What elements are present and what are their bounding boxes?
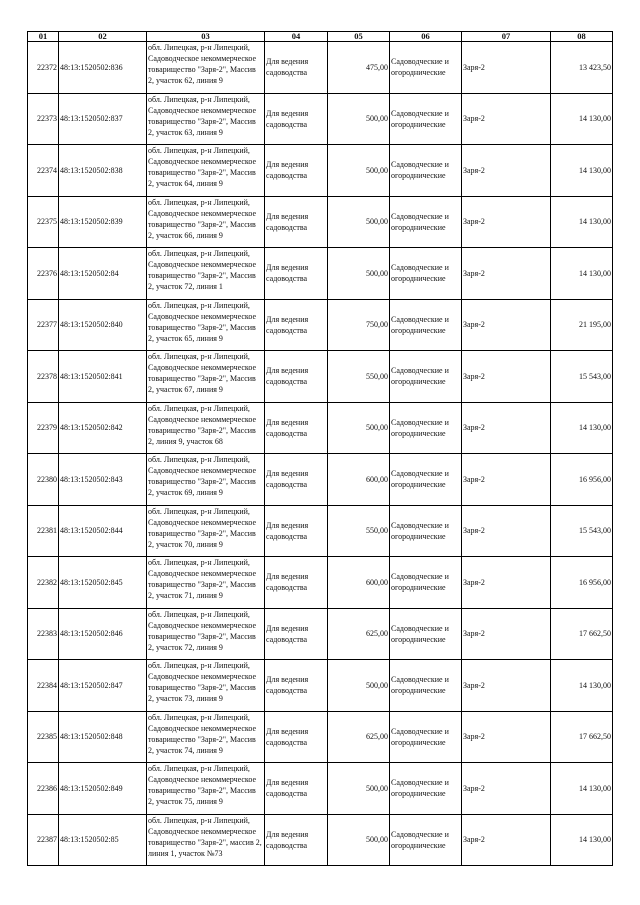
- address-cell: [147, 299, 265, 351]
- table-row: [28, 402, 613, 454]
- row-number-cell: [28, 351, 59, 403]
- cadastral-value: 13 423,50: [579, 62, 611, 72]
- table-row: [28, 608, 613, 660]
- cadastral-value-cell: [551, 145, 613, 197]
- row-number-cell: [28, 608, 59, 660]
- land-category-cell: [390, 93, 462, 145]
- cadastral-number: 48:13:1520502:842: [60, 423, 123, 433]
- row-number: 22373: [37, 114, 57, 124]
- cadastral-number-cell: [59, 351, 147, 403]
- permitted-use: Для ведения садоводства: [266, 675, 309, 696]
- land-category: Садоводческие и огороднические: [391, 675, 449, 696]
- area: 475,00: [366, 62, 388, 72]
- cadastral-value: 21 195,00: [579, 320, 611, 330]
- cadastral-value-cell: [551, 351, 613, 403]
- partnership-name: Заря-2: [463, 423, 485, 433]
- permitted-use-cell: [265, 660, 328, 712]
- cadastral-number: 48:13:1520502:841: [60, 371, 123, 381]
- cadastral-value: 14 130,00: [579, 217, 611, 227]
- row-number-cell: [28, 402, 59, 454]
- row-number-cell: [28, 93, 59, 145]
- row-number-cell: [28, 814, 59, 866]
- land-category: Садоводческие и огороднические: [391, 469, 449, 490]
- area: 500,00: [366, 217, 388, 227]
- land-category-cell: [390, 351, 462, 403]
- land-category: Садоводческие и огороднические: [391, 520, 449, 541]
- cadastral-value-cell: [551, 557, 613, 609]
- land-plots-table: [27, 31, 613, 866]
- land-category: Садоводческие и огороднические: [391, 366, 449, 387]
- address: обл. Липецкая, р-н Липецкий, Садоводческое некоммерческое товарищество "Заря-2", Массив 2, участок 63, линия 9: [148, 94, 257, 137]
- area-cell: [328, 711, 390, 763]
- area: 500,00: [366, 783, 388, 793]
- cadastral-number: 48:13:1520502:840: [60, 320, 123, 330]
- cadastral-number-cell: [59, 248, 147, 300]
- cadastral-number: 48:13:1520502:848: [60, 732, 123, 742]
- land-category: Садоводческие и огороднические: [391, 263, 449, 284]
- area: 500,00: [366, 423, 388, 433]
- partnership-name-cell: [462, 402, 551, 454]
- cadastral-number: 48:13:1520502:836: [60, 62, 123, 72]
- table-row: [28, 351, 613, 403]
- cadastral-value-cell: [551, 608, 613, 660]
- cadastral-number: 48:13:1520502:843: [60, 474, 123, 484]
- cadastral-number: 48:13:1520502:849: [60, 783, 123, 793]
- land-category: Садоводческие и огороднические: [391, 778, 449, 799]
- partnership-name: Заря-2: [463, 577, 485, 587]
- permitted-use: Для ведения садоводства: [266, 778, 309, 799]
- partnership-name: Заря-2: [463, 680, 485, 690]
- permitted-use-cell: [265, 351, 328, 403]
- permitted-use-cell: [265, 814, 328, 866]
- row-number-cell: [28, 711, 59, 763]
- partnership-name: Заря-2: [463, 474, 485, 484]
- cadastral-number: 48:13:1520502:85: [60, 835, 119, 845]
- partnership-name: Заря-2: [463, 629, 485, 639]
- row-number-cell: [28, 557, 59, 609]
- area: 500,00: [366, 268, 388, 278]
- permitted-use: Для ведения садоводства: [266, 417, 309, 438]
- permitted-use-cell: [265, 248, 328, 300]
- cadastral-value-cell: [551, 93, 613, 145]
- partnership-name-cell: [462, 42, 551, 94]
- cadastral-number-cell: [59, 557, 147, 609]
- table-row: [28, 248, 613, 300]
- partnership-name-cell: [462, 145, 551, 197]
- cadastral-value-cell: [551, 454, 613, 506]
- permitted-use-cell: [265, 763, 328, 815]
- address-cell: [147, 402, 265, 454]
- row-number-cell: [28, 454, 59, 506]
- land-category: Садоводческие и огороднические: [391, 417, 449, 438]
- land-category: Садоводческие и огороднические: [391, 623, 449, 644]
- address-cell: [147, 660, 265, 712]
- area: 500,00: [366, 835, 388, 845]
- address: обл. Липецкая, р-н Липецкий, Садоводческое некоммерческое товарищество "Заря-2", Массив 2, линия 9, участок 68: [148, 403, 257, 446]
- table-row: [28, 454, 613, 506]
- address: обл. Липецкая, р-н Липецкий, Садоводческое некоммерческое товарищество "Заря-2", Массив 2, участок 75, линия 9: [148, 764, 257, 806]
- row-number-cell: [28, 660, 59, 712]
- table-row: [28, 660, 613, 712]
- address: обл. Липецкая, р-н Липецкий, Садоводческое некоммерческое товарищество "Заря-2", Массив 2, участок 70, линия 9: [148, 506, 257, 549]
- partnership-name-cell: [462, 557, 551, 609]
- cadastral-number-cell: [59, 402, 147, 454]
- cadastral-value-cell: [551, 402, 613, 454]
- cadastral-number-cell: [59, 608, 147, 660]
- table-row: [28, 814, 613, 866]
- address-cell: [147, 711, 265, 763]
- partnership-name: Заря-2: [463, 371, 485, 381]
- permitted-use: Для ведения садоводства: [266, 366, 309, 387]
- area: 500,00: [366, 114, 388, 124]
- table-row: [28, 196, 613, 248]
- area-cell: [328, 145, 390, 197]
- land-category: Садоводческие и огороднические: [391, 57, 449, 78]
- permitted-use-cell: [265, 454, 328, 506]
- cadastral-value: 14 130,00: [579, 423, 611, 433]
- row-number-cell: [28, 505, 59, 557]
- permitted-use: Для ведения садоводства: [266, 623, 309, 644]
- permitted-use: Для ведения садоводства: [266, 469, 309, 490]
- column-header-05: 05: [328, 32, 390, 42]
- row-number: 22379: [37, 423, 57, 433]
- cadastral-value: 14 130,00: [579, 165, 611, 175]
- address: обл. Липецкая, р-н Липецкий, Садоводческое некоммерческое товарищество "Заря-2", Массив 2, участок 67, линия 9: [148, 352, 257, 394]
- land-category-cell: [390, 299, 462, 351]
- cadastral-number-cell: [59, 196, 147, 248]
- partnership-name-cell: [462, 763, 551, 815]
- column-header-06: 06: [390, 32, 462, 42]
- partnership-name-cell: [462, 814, 551, 866]
- address: обл. Липецкая, р-н Липецкий, Садоводческое некоммерческое товарищество "Заря-2", Массив 2, участок 73, линия 9: [148, 661, 257, 703]
- cadastral-number: 48:13:1520502:844: [60, 526, 123, 536]
- land-category: Садоводческие и огороднические: [391, 572, 449, 593]
- cadastral-number-cell: [59, 299, 147, 351]
- permitted-use: Для ведения садоводства: [266, 160, 309, 181]
- table-row: [28, 711, 613, 763]
- cadastral-number: 48:13:1520502:837: [60, 114, 123, 124]
- area-cell: [328, 402, 390, 454]
- permitted-use-cell: [265, 42, 328, 94]
- cadastral-value: 14 130,00: [579, 835, 611, 845]
- permitted-use: Для ведения садоводства: [266, 314, 309, 335]
- cadastral-value-cell: [551, 814, 613, 866]
- cadastral-number: 48:13:1520502:845: [60, 577, 123, 587]
- cadastral-value: 16 956,00: [579, 577, 611, 587]
- area-cell: [328, 505, 390, 557]
- permitted-use-cell: [265, 711, 328, 763]
- row-number: 22387: [37, 835, 57, 845]
- row-number: 22378: [37, 371, 57, 381]
- partnership-name: Заря-2: [463, 732, 485, 742]
- partnership-name-cell: [462, 608, 551, 660]
- permitted-use: Для ведения садоводства: [266, 829, 309, 850]
- address-cell: [147, 42, 265, 94]
- column-header-07: 07: [462, 32, 551, 42]
- row-number: 22382: [37, 577, 57, 587]
- cadastral-value: 14 130,00: [579, 114, 611, 124]
- cadastral-number: 48:13:1520502:839: [60, 217, 123, 227]
- partnership-name: Заря-2: [463, 835, 485, 845]
- cadastral-number-cell: [59, 93, 147, 145]
- permitted-use: Для ведения садоводства: [266, 520, 309, 541]
- area: 750,00: [366, 320, 388, 330]
- cadastral-value: 15 543,00: [579, 526, 611, 536]
- area-cell: [328, 248, 390, 300]
- land-category: Садоводческие и огороднические: [391, 726, 449, 747]
- row-number: 22372: [37, 62, 57, 72]
- row-number: 22381: [37, 526, 57, 536]
- cadastral-number-cell: [59, 454, 147, 506]
- partnership-name: Заря-2: [463, 62, 485, 72]
- area: 500,00: [366, 680, 388, 690]
- partnership-name-cell: [462, 454, 551, 506]
- area: 550,00: [366, 371, 388, 381]
- column-header-08: 08: [551, 32, 613, 42]
- address: обл. Липецкая, р-н Липецкий, Садоводческое некоммерческое товарищество "Заря-2", Массив 2, участок 71, линия 9: [148, 558, 257, 600]
- area-cell: [328, 42, 390, 94]
- cadastral-number-cell: [59, 42, 147, 94]
- address-cell: [147, 196, 265, 248]
- area: 625,00: [366, 629, 388, 639]
- cadastral-value: 17 662,50: [579, 732, 611, 742]
- cadastral-value-cell: [551, 196, 613, 248]
- land-category-cell: [390, 42, 462, 94]
- address: обл. Липецкая, р-н Липецкий, Садоводческое некоммерческое товарищество "Заря-2", Массив 2, участок 72, линия 9: [148, 609, 257, 652]
- partnership-name: Заря-2: [463, 217, 485, 227]
- address-cell: [147, 145, 265, 197]
- land-category: Садоводческие и огороднические: [391, 108, 449, 129]
- row-number: 22374: [37, 165, 57, 175]
- column-header-03: 03: [147, 32, 265, 42]
- table-row: [28, 299, 613, 351]
- partnership-name: Заря-2: [463, 320, 485, 330]
- land-category-cell: [390, 145, 462, 197]
- area: 500,00: [366, 165, 388, 175]
- cadastral-number: 48:13:1520502:846: [60, 629, 123, 639]
- land-category-cell: [390, 557, 462, 609]
- table-row: [28, 145, 613, 197]
- partnership-name: Заря-2: [463, 165, 485, 175]
- land-category-cell: [390, 402, 462, 454]
- partnership-name: Заря-2: [463, 526, 485, 536]
- partnership-name: Заря-2: [463, 268, 485, 278]
- cadastral-value: 14 130,00: [579, 268, 611, 278]
- land-category-cell: [390, 608, 462, 660]
- row-number-cell: [28, 763, 59, 815]
- row-number: 22380: [37, 474, 57, 484]
- area-cell: [328, 299, 390, 351]
- cadastral-number-cell: [59, 505, 147, 557]
- permitted-use: Для ведения садоводства: [266, 726, 309, 747]
- cadastral-value-cell: [551, 248, 613, 300]
- column-header-01: 01: [28, 32, 59, 42]
- address-cell: [147, 351, 265, 403]
- cadastral-value: 14 130,00: [579, 783, 611, 793]
- area-cell: [328, 454, 390, 506]
- address-cell: [147, 505, 265, 557]
- permitted-use: Для ведения садоводства: [266, 211, 309, 232]
- land-category: Садоводческие и огороднические: [391, 314, 449, 335]
- cadastral-value-cell: [551, 299, 613, 351]
- land-category-cell: [390, 763, 462, 815]
- row-number: 22377: [37, 320, 57, 330]
- land-category-cell: [390, 505, 462, 557]
- permitted-use-cell: [265, 608, 328, 660]
- row-number: 22384: [37, 680, 57, 690]
- row-number: 22386: [37, 783, 57, 793]
- address: обл. Липецкая, р-н Липецкий, Садоводческое некоммерческое товарищество "Заря-2", Массив 2, участок 64, линия 9: [148, 146, 257, 188]
- land-category: Садоводческие и огороднические: [391, 211, 449, 232]
- column-header-04: 04: [265, 32, 328, 42]
- permitted-use: Для ведения садоводства: [266, 572, 309, 593]
- area-cell: [328, 660, 390, 712]
- partnership-name-cell: [462, 248, 551, 300]
- cadastral-number-cell: [59, 660, 147, 712]
- row-number-cell: [28, 248, 59, 300]
- column-header-02: 02: [59, 32, 147, 42]
- cadastral-value-cell: [551, 505, 613, 557]
- permitted-use: Для ведения садоводства: [266, 57, 309, 78]
- area: 625,00: [366, 732, 388, 742]
- address-cell: [147, 814, 265, 866]
- address-cell: [147, 248, 265, 300]
- row-number-cell: [28, 196, 59, 248]
- address-cell: [147, 608, 265, 660]
- cadastral-number: 48:13:1520502:838: [60, 165, 123, 175]
- row-number-cell: [28, 299, 59, 351]
- address-cell: [147, 763, 265, 815]
- partnership-name-cell: [462, 660, 551, 712]
- partnership-name-cell: [462, 505, 551, 557]
- cadastral-value: 16 956,00: [579, 474, 611, 484]
- cadastral-value-cell: [551, 42, 613, 94]
- partnership-name-cell: [462, 351, 551, 403]
- partnership-name-cell: [462, 711, 551, 763]
- permitted-use-cell: [265, 145, 328, 197]
- permitted-use: Для ведения садоводства: [266, 108, 309, 129]
- area-cell: [328, 351, 390, 403]
- cadastral-number-cell: [59, 711, 147, 763]
- table-row: [28, 505, 613, 557]
- partnership-name-cell: [462, 196, 551, 248]
- table-row: [28, 557, 613, 609]
- permitted-use-cell: [265, 557, 328, 609]
- area: 600,00: [366, 577, 388, 587]
- partnership-name: Заря-2: [463, 783, 485, 793]
- area-cell: [328, 196, 390, 248]
- row-number-cell: [28, 145, 59, 197]
- partnership-name-cell: [462, 93, 551, 145]
- permitted-use-cell: [265, 402, 328, 454]
- address-cell: [147, 454, 265, 506]
- land-category-cell: [390, 454, 462, 506]
- row-number: 22375: [37, 217, 57, 227]
- cadastral-number-cell: [59, 763, 147, 815]
- area: 550,00: [366, 526, 388, 536]
- permitted-use: Для ведения садоводства: [266, 263, 309, 284]
- row-number: 22383: [37, 629, 57, 639]
- permitted-use-cell: [265, 505, 328, 557]
- table-row: [28, 93, 613, 145]
- address: обл. Липецкая, р-н Липецкий, Садоводческое некоммерческое товарищество "Заря-2", массив 2, линия 1, участок №73: [148, 815, 262, 858]
- table-row: [28, 42, 613, 94]
- cadastral-number-cell: [59, 814, 147, 866]
- cadastral-value: 14 130,00: [579, 680, 611, 690]
- row-number: 22376: [37, 268, 57, 278]
- cadastral-value: 17 662,50: [579, 629, 611, 639]
- area-cell: [328, 557, 390, 609]
- row-number: 22385: [37, 732, 57, 742]
- area-cell: [328, 814, 390, 866]
- area-cell: [328, 93, 390, 145]
- address: обл. Липецкая, р-н Липецкий, Садоводческое некоммерческое товарищество "Заря-2", Массив 2, участок 74, линия 9: [148, 712, 257, 755]
- cadastral-number: 48:13:1520502:847: [60, 680, 123, 690]
- address: обл. Липецкая, р-н Липецкий, Садоводческое некоммерческое товарищество "Заря-2", Массив 2, участок 69, линия 9: [148, 455, 257, 497]
- partnership-name-cell: [462, 299, 551, 351]
- land-category-cell: [390, 248, 462, 300]
- address-cell: [147, 93, 265, 145]
- row-number-cell: [28, 42, 59, 94]
- land-category-cell: [390, 196, 462, 248]
- land-category-cell: [390, 660, 462, 712]
- table-header-row: [28, 32, 613, 42]
- partnership-name: Заря-2: [463, 114, 485, 124]
- cadastral-value: 15 543,00: [579, 371, 611, 381]
- permitted-use-cell: [265, 93, 328, 145]
- address: обл. Липецкая, р-н Липецкий, Садоводческое некоммерческое товарищество "Заря-2", Массив 2, участок 72, линия 1: [148, 249, 257, 291]
- area: 600,00: [366, 474, 388, 484]
- area-cell: [328, 763, 390, 815]
- address-cell: [147, 557, 265, 609]
- permitted-use-cell: [265, 299, 328, 351]
- cadastral-value-cell: [551, 660, 613, 712]
- address: обл. Липецкая, р-н Липецкий, Садоводческое некоммерческое товарищество "Заря-2", Массив 2, участок 66, линия 9: [148, 197, 257, 240]
- land-category: Садоводческие и огороднические: [391, 829, 449, 850]
- address: обл. Липецкая, р-н Липецкий, Садоводческое некоммерческое товарищество "Заря-2", Массив 2, участок 62, линия 9: [148, 43, 257, 85]
- cadastral-number-cell: [59, 145, 147, 197]
- cadastral-value-cell: [551, 763, 613, 815]
- cadastral-value-cell: [551, 711, 613, 763]
- table-row: [28, 763, 613, 815]
- address: обл. Липецкая, р-н Липецкий, Садоводческое некоммерческое товарищество "Заря-2", Массив 2, участок 65, линия 9: [148, 300, 257, 343]
- area-cell: [328, 608, 390, 660]
- land-category: Садоводческие и огороднические: [391, 160, 449, 181]
- land-category-cell: [390, 814, 462, 866]
- permitted-use-cell: [265, 196, 328, 248]
- land-category-cell: [390, 711, 462, 763]
- cadastral-number: 48:13:1520502:84: [60, 268, 119, 278]
